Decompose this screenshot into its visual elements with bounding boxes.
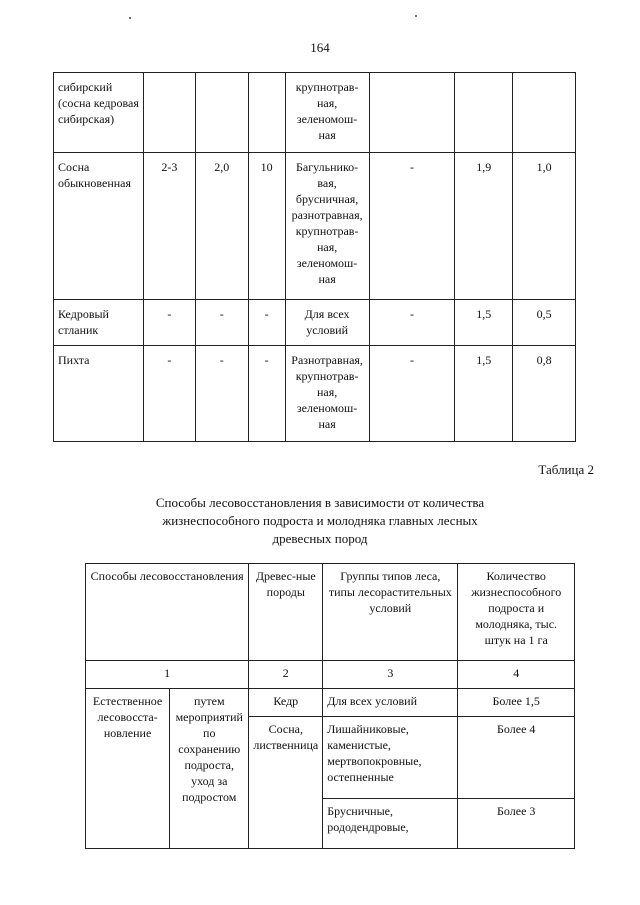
table-cell: 10 <box>248 153 285 300</box>
table-cell <box>195 73 248 153</box>
header-species: Древес-ные породы <box>249 564 323 661</box>
table-title <box>0 494 640 548</box>
column-number: 2 <box>249 661 323 689</box>
method-sub-cell: путем мероприятий по сохранению подроста, уход за подростом <box>170 689 249 849</box>
table-header-row <box>86 564 575 661</box>
table-cell: - <box>248 300 285 346</box>
table-row <box>54 346 576 442</box>
table-cell: - <box>143 300 195 346</box>
quantity-cell: Более 1,5 <box>458 689 575 717</box>
table-row <box>86 689 575 717</box>
table-cell: - <box>369 153 455 300</box>
table-label: Таблица 2 <box>538 462 594 477</box>
table-cell: - <box>248 346 285 442</box>
page-number: 164 <box>310 40 330 55</box>
table-cell <box>143 73 195 153</box>
species-cell: Сосна обыкновенная <box>54 153 144 300</box>
quantity-cell: Более 3 <box>458 799 575 849</box>
table-cell: 1,5 <box>455 300 513 346</box>
forest-type-cell: крупнотрав-ная, зеленомош-ная <box>285 73 369 153</box>
header-groups: Группы типов леса, типы лесорастительных условий <box>323 564 458 661</box>
column-number: 3 <box>323 661 458 689</box>
table-row <box>54 300 576 346</box>
table-cell: 1,9 <box>455 153 513 300</box>
species-cell: Кедровый стланик <box>54 300 144 346</box>
quantity-cell: Более 4 <box>458 717 575 799</box>
forest-type-cell: Для всех условий <box>285 300 369 346</box>
table-cell: 1,5 <box>455 346 513 442</box>
column-number: 4 <box>458 661 575 689</box>
table-cell: 1,0 <box>513 153 576 300</box>
header-quantity: Количество жизнеспособного подроста и молодняка, тыс. штук на 1 га <box>458 564 575 661</box>
table-cell: - <box>195 300 248 346</box>
species-cell: Кедр <box>249 689 323 717</box>
table-cell <box>513 73 576 153</box>
scan-speck <box>415 15 417 17</box>
group-cell: Брусничные, рододендровые, <box>323 799 458 849</box>
header-methods: Способы лесовосстановления <box>86 564 249 661</box>
table-cell: 0,5 <box>513 300 576 346</box>
table-title-line: Способы лесовосстановления в зависимости от количества <box>155 495 485 510</box>
column-number-row <box>86 661 575 689</box>
table-cell: - <box>369 346 455 442</box>
table-row <box>54 153 576 300</box>
table-cell <box>455 73 513 153</box>
table-cell: 0,8 <box>513 346 576 442</box>
table-row <box>54 73 576 153</box>
table-title-line: древесных пород <box>272 531 368 546</box>
table-cell: - <box>369 300 455 346</box>
species-cell: сибирский (сосна кедровая сибирская) <box>54 73 144 153</box>
method-main-cell: Естественное лесовосста-новление <box>86 689 170 849</box>
forest-type-cell: Разнотравная, крупнотрав-ная, зеленомош-ная <box>285 346 369 442</box>
species-table <box>53 72 576 442</box>
species-cell: Сосна, лиственница <box>249 717 323 849</box>
table-cell <box>248 73 285 153</box>
column-number: 1 <box>86 661 249 689</box>
table-cell <box>369 73 455 153</box>
species-cell: Пихта <box>54 346 144 442</box>
table-cell: 2-3 <box>143 153 195 300</box>
group-cell: Лишайниковые, каменистые, мертвопокровные, остепненные <box>323 717 458 799</box>
table-cell: 2,0 <box>195 153 248 300</box>
table-cell: - <box>195 346 248 442</box>
reforestation-table <box>85 563 575 849</box>
group-cell: Для всех условий <box>323 689 458 717</box>
table-title-line: жизнеспособного подроста и молодняка главных лесных <box>162 513 478 528</box>
table-cell: - <box>143 346 195 442</box>
scan-speck <box>129 17 131 19</box>
forest-type-cell: Багульнико-вая, брусничная, разнотравная, крупнотрав-ная, зеленомош-ная <box>285 153 369 300</box>
